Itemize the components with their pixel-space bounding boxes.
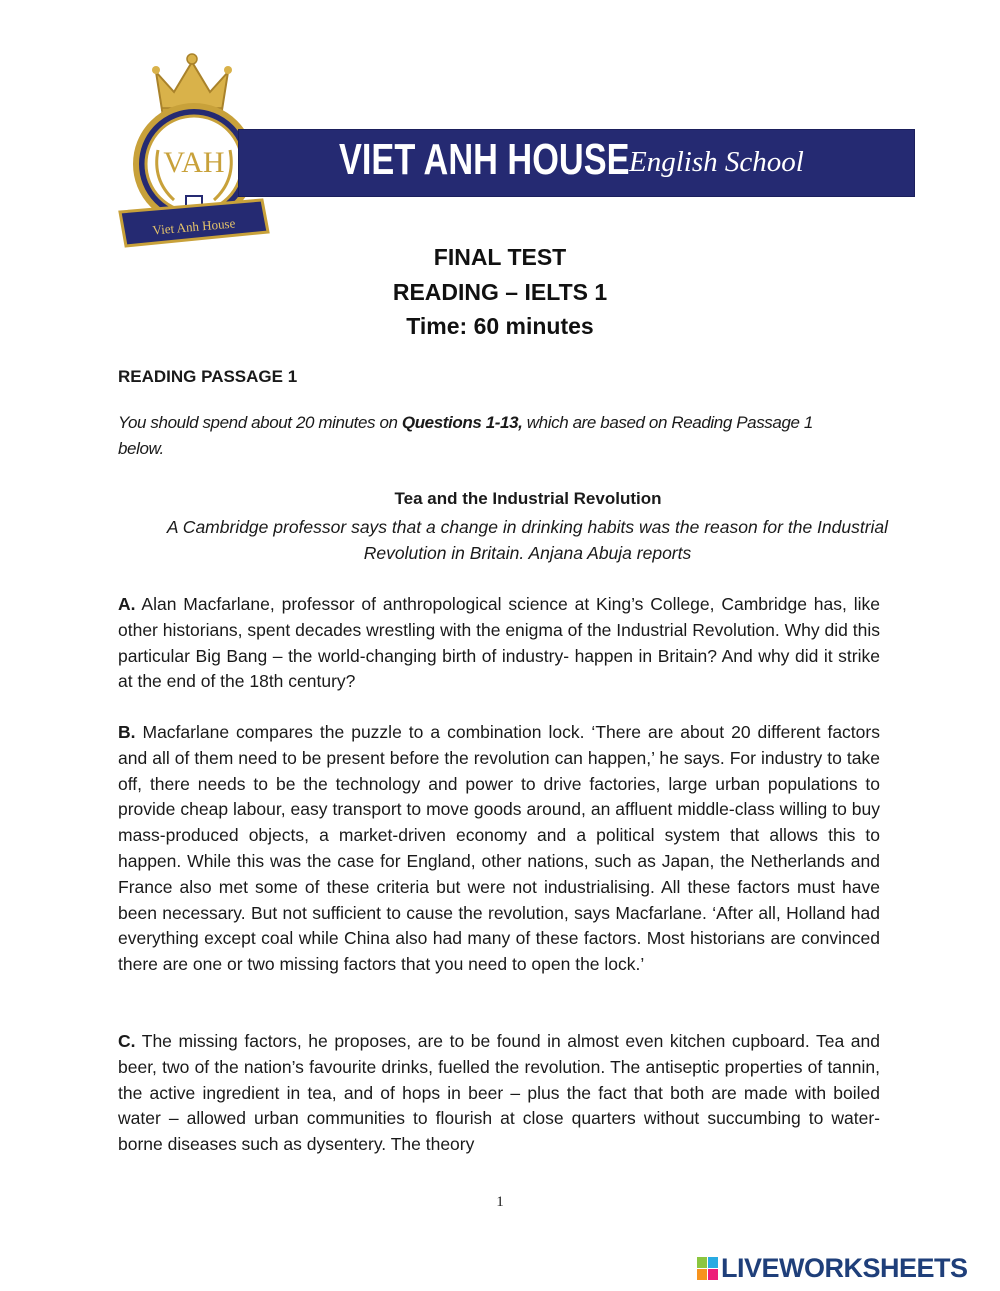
liveworksheets-logo-icon [697, 1257, 719, 1281]
test-title: FINAL TEST [433, 244, 567, 270]
instructions-pre: You should spend about 20 minutes on [118, 413, 402, 432]
paragraph-a [118, 592, 880, 695]
instructions-post: which are based on Reading Passage 1 below. [118, 413, 813, 458]
logo-ribbon-text: Viet Anh House [151, 215, 236, 238]
article-title: Tea and the Industrial Revolution [394, 489, 662, 508]
watermark-text: LIVEWORKSHEETS [721, 1253, 968, 1283]
paragraph-letter: B. [118, 722, 136, 742]
instructions [118, 410, 858, 462]
instructions-questions: Questions 1-13, [401, 413, 523, 432]
passage-heading: READING PASSAGE 1 [118, 367, 298, 386]
paragraph-text: The missing factors, he proposes, are to be found in almost even kitchen cupboard. Tea and beer, two of the nation’s favourite drinks, fuelled the revolution. The antiseptic properties of tannin, the active ingredient in tea, and of hops in beer – plus the fact that both are made with boiled water – allowed urban communities to flourish at close quarters without succumbing to water-borne diseases such as dysentery. The theory [118, 1031, 880, 1155]
logo-monogram: VAH [163, 146, 225, 179]
test-time: Time: 60 minutes [406, 313, 594, 339]
paragraph-b [118, 720, 880, 978]
school-name: VIET ANH HOUSE [339, 135, 630, 184]
paragraph-c [118, 1029, 880, 1158]
school-subtitle: English School [629, 146, 804, 178]
paragraph-letter: A. [118, 594, 136, 614]
test-subject: READING – IELTS 1 [392, 279, 608, 305]
paragraph-letter: C. [118, 1031, 136, 1051]
paragraph-text: Macfarlane compares the puzzle to a combination lock. ‘There are about 20 different factors and all of them need to be present before the revolution can happen,’ he says. For industry to take off, there needs to be the technology and power to drive factories, large urban populations to provide cheap labour, easy transport to move goods around, an affluent middle-class willing to buy mass-produced objects, a market-driven economy and a political system that allows this to happen. While this was the case for England, other nations, such as Japan, the Netherlands and France also met some of these criteria but were not industrialising. All these factors must have been necessary. But not sufficient to cause the revolution, says Macfarlane. ‘After all, Holland had everything except coal while China also had many of these factors. Most historians are convinced there are one or two missing factors that you need to open the lock.’ [118, 722, 880, 975]
page-number: 1 [496, 1194, 504, 1210]
article-subtitle: A Cambridge professor says that a change in drinking habits was the reason for the Industrial Revolution in Britain. Anjana Abuja reports [166, 517, 889, 563]
paragraph-text: Alan Macfarlane, professor of anthropological science at King’s College, Cambridge has, like other historians, spent decades wrestling with the enigma of the Industrial Revolution. Why did this particular Big Bang – the world-changing birth of industry- happen in Britain? And why did it strike at the end of the 18th century? [118, 594, 880, 692]
school-banner [238, 129, 915, 197]
